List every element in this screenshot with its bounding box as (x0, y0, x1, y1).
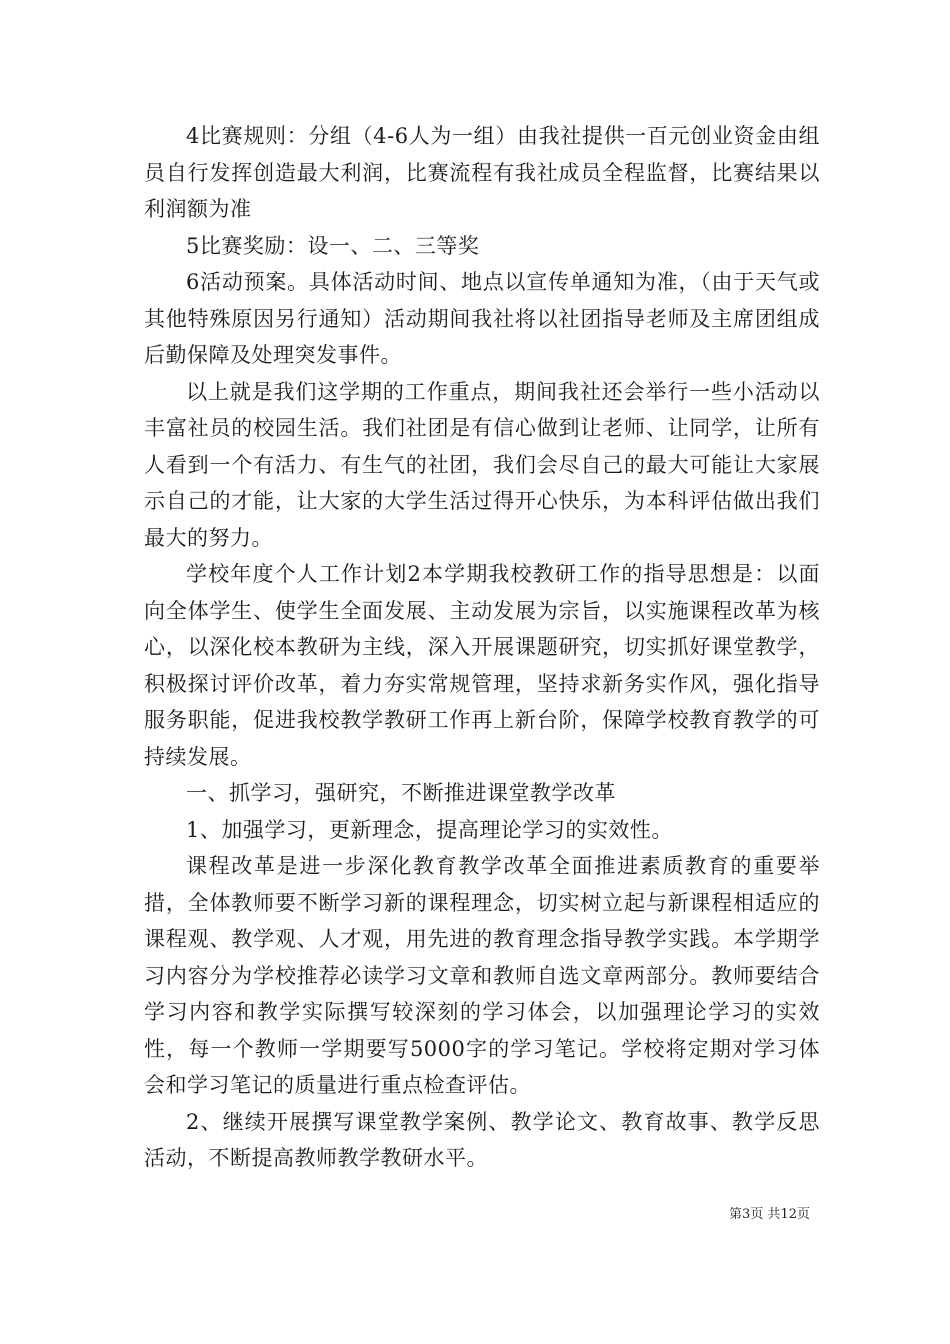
paragraph-plan-intro: 学校年度个人工作计划2本学期我校教研工作的指导思想是：以面向全体学生、使学生全面发展、主动发展为宗旨，以实施课程改革为核心，以深化校本教研为主线，深入开展课题研究，切实抓好课堂教学，积极探讨评价改革，着力夯实常规管理，坚持求新务实作风，强化指导服务职能，促进我校教学教研工作再上新台阶，保障学校教育教学的可持续发展。 (144, 562, 820, 769)
paragraph-contingency: 6活动预案。具体活动时间、地点以宣传单通知为准，（由于天气或其他特殊原因另行通知）活动期间我社将以社团指导老师及主席团组成后勤保障及处理突发事件。 (144, 270, 820, 367)
document-body (144, 118, 820, 1177)
subsection-heading-2: 2、继续开展撰写课堂教学案例、教学论文、教育故事、教学反思活动，不断提高教师教学教研水平。 (144, 1109, 820, 1170)
paragraph-rules: 4比赛规则：分组（4-6人为一组）由我社提供一百元创业资金由组员自行发挥创造最大利润，比赛流程有我社成员全程监督，比赛结果以利润额为准 (144, 124, 820, 221)
page-number: 第3页 共12页 (729, 1207, 810, 1222)
subsection-heading-1: 1、加强学习，更新理念，提高理论学习的实效性。 (186, 817, 673, 842)
section-heading-1: 一、抓学习，强研究，不断推进课堂教学改革 (186, 781, 616, 805)
paragraph-curriculum-reform: 课程改革是进一步深化教育教学改革全面推进素质教育的重要举措，全体教师要不断学习新的课程理念，切实树立起与新课程相适应的课程观、教学观、人才观，用先进的教育理念指导教学实践。本学期学习内容分为学校推荐必读学习文章和教师自选文章两部分。教师要结合学习内容和教学实际撰写较深刻的学习体会，以加强理论学习的实效性，每一个教师一学期要写5000字的学习笔记。学校将定期对学习体会和学习笔记的质量进行重点检查评估。 (144, 854, 820, 1097)
paragraph-summary: 以上就是我们这学期的工作重点，期间我社还会举行一些小活动以丰富社员的校园生活。我们社团是有信心做到让老师、让同学，让所有人看到一个有活力、有生气的社团，我们会尽自己的最大可能让大家展示自己的才能，让大家的大学生活过得开心快乐，为本科评估做出我们最大的努力。 (144, 379, 820, 550)
paragraph-awards: 5比赛奖励：设一、二、三等奖 (186, 233, 480, 258)
